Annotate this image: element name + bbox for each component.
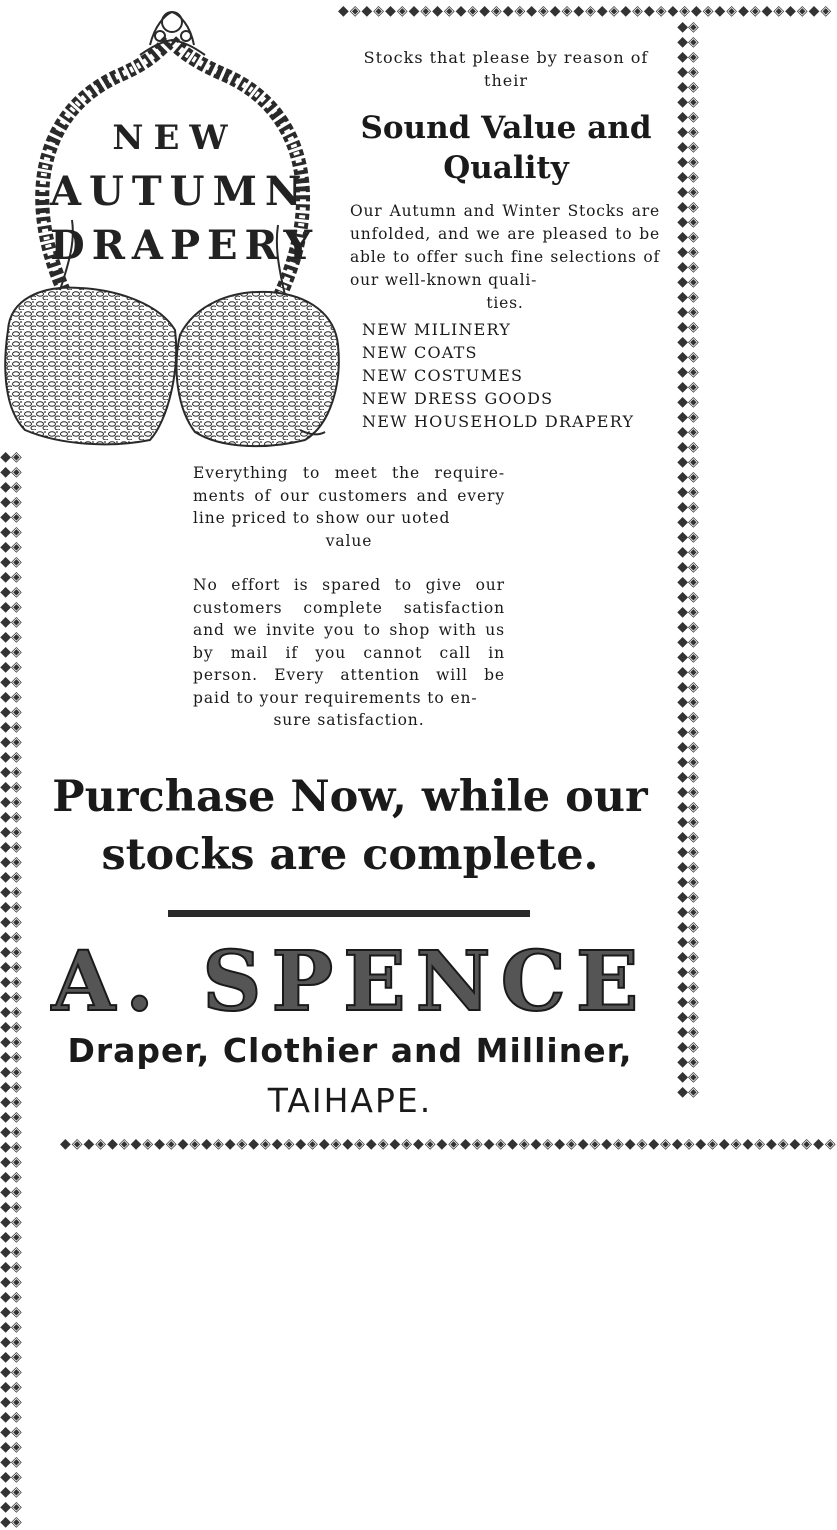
new-items-list bbox=[362, 318, 662, 433]
wreath-text-new: NEW bbox=[112, 118, 238, 158]
town-name: TAIHAPE. bbox=[267, 1081, 433, 1120]
list-item: NEW COATS bbox=[362, 343, 478, 362]
purchase-now-heading: Purchase Now, while our stocks are complete. bbox=[52, 772, 648, 880]
ornamental-border-left: ◆◈◆◈◆◈◆◈◆◈◆◈◆◈◆◈◆◈◆◈◆◈◆◈◆◈◆◈◆◈◆◈◆◈◆◈◆◈◆◈◆◈◆◈◆◈◆◈◆◈◆◈◆◈◆◈◆◈◆◈◆◈◆◈◆◈◆◈◆◈◆◈◆◈◆◈◆◈◆◈◆◈◆◈◆◈◆◈◆◈◆◈◆◈◆◈◆◈◆◈◆◈◆◈◆◈◆◈◆◈◆◈◆◈◆◈◆◈◆◈◆◈◆◈◆◈◆◈◆◈◆◈◆◈◆◈◆◈◆◈◆◈◆◈ bbox=[0, 449, 22, 1530]
requirements-paragraph-last: value bbox=[325, 531, 373, 550]
ornamental-border-right: ◆◈◆◈◆◈◆◈◆◈◆◈◆◈◆◈◆◈◆◈◆◈◆◈◆◈◆◈◆◈◆◈◆◈◆◈◆◈◆◈◆◈◆◈◆◈◆◈◆◈◆◈◆◈◆◈◆◈◆◈◆◈◆◈◆◈◆◈◆◈◆◈◆◈◆◈◆◈◆◈◆◈◆◈◆◈◆◈◆◈◆◈◆◈◆◈◆◈◆◈◆◈◆◈◆◈◆◈◆◈◆◈◆◈◆◈◆◈◆◈◆◈◆◈◆◈◆◈◆◈◆◈◆◈◆◈◆◈◆◈◆◈◆◈ bbox=[677, 19, 699, 1100]
divider bbox=[168, 910, 530, 917]
shop-name: A. SPENCE bbox=[51, 934, 649, 1030]
stocks-paragraph-last: ties. bbox=[486, 294, 524, 312]
ornamental-border-top: ◆◈◆◈◆◈◆◈◆◈◆◈◆◈◆◈◆◈◆◈◆◈◆◈◆◈◆◈◆◈◆◈◆◈◆◈◆◈◆◈◆◈ bbox=[338, 3, 833, 19]
wreath-text-autumn: AUTUMN bbox=[50, 168, 310, 215]
list-item: NEW HOUSEHOLD DRAPERY bbox=[362, 412, 635, 431]
stocks-paragraph-body: Our Autumn and Winter Stocks are unfolded, and we are pleased to be able to offer such fine selections of our well-known quali- bbox=[350, 202, 660, 289]
wreath-text-drapery: DRAPERY bbox=[50, 222, 320, 269]
satisfaction-paragraph-body: No effort is spared to give our customers complete satisfaction and we invite you to shop with us by mail if you cannot call in person. Every attention will be paid to your requirements to en- bbox=[193, 576, 505, 707]
trade-description: Draper, Clothier and Milliner, bbox=[67, 1031, 633, 1070]
stocks-paragraph bbox=[350, 200, 660, 315]
intro-text: Stocks that please by reason of their bbox=[363, 48, 649, 90]
floral-wreath-illustration bbox=[0, 0, 345, 450]
list-item: NEW DRESS GOODS bbox=[362, 389, 554, 408]
list-item: NEW COSTUMES bbox=[362, 366, 524, 385]
list-item: NEW MILINERY bbox=[362, 320, 512, 339]
requirements-paragraph-body: Everything to meet the require- ments of our customers and every line priced to show our uoted bbox=[193, 464, 505, 527]
satisfaction-paragraph bbox=[193, 574, 505, 732]
ornamental-border-bottom: ◆◈◆◈◆◈◆◈◆◈◆◈◆◈◆◈◆◈◆◈◆◈◆◈◆◈◆◈◆◈◆◈◆◈◆◈◆◈◆◈◆◈◆◈◆◈◆◈◆◈◆◈◆◈◆◈◆◈◆◈◆◈◆◈◆◈ bbox=[60, 1136, 837, 1152]
requirements-paragraph bbox=[193, 462, 505, 552]
satisfaction-paragraph-last: sure satisfaction. bbox=[273, 711, 425, 729]
headline: Sound Value and Quality bbox=[360, 110, 652, 186]
